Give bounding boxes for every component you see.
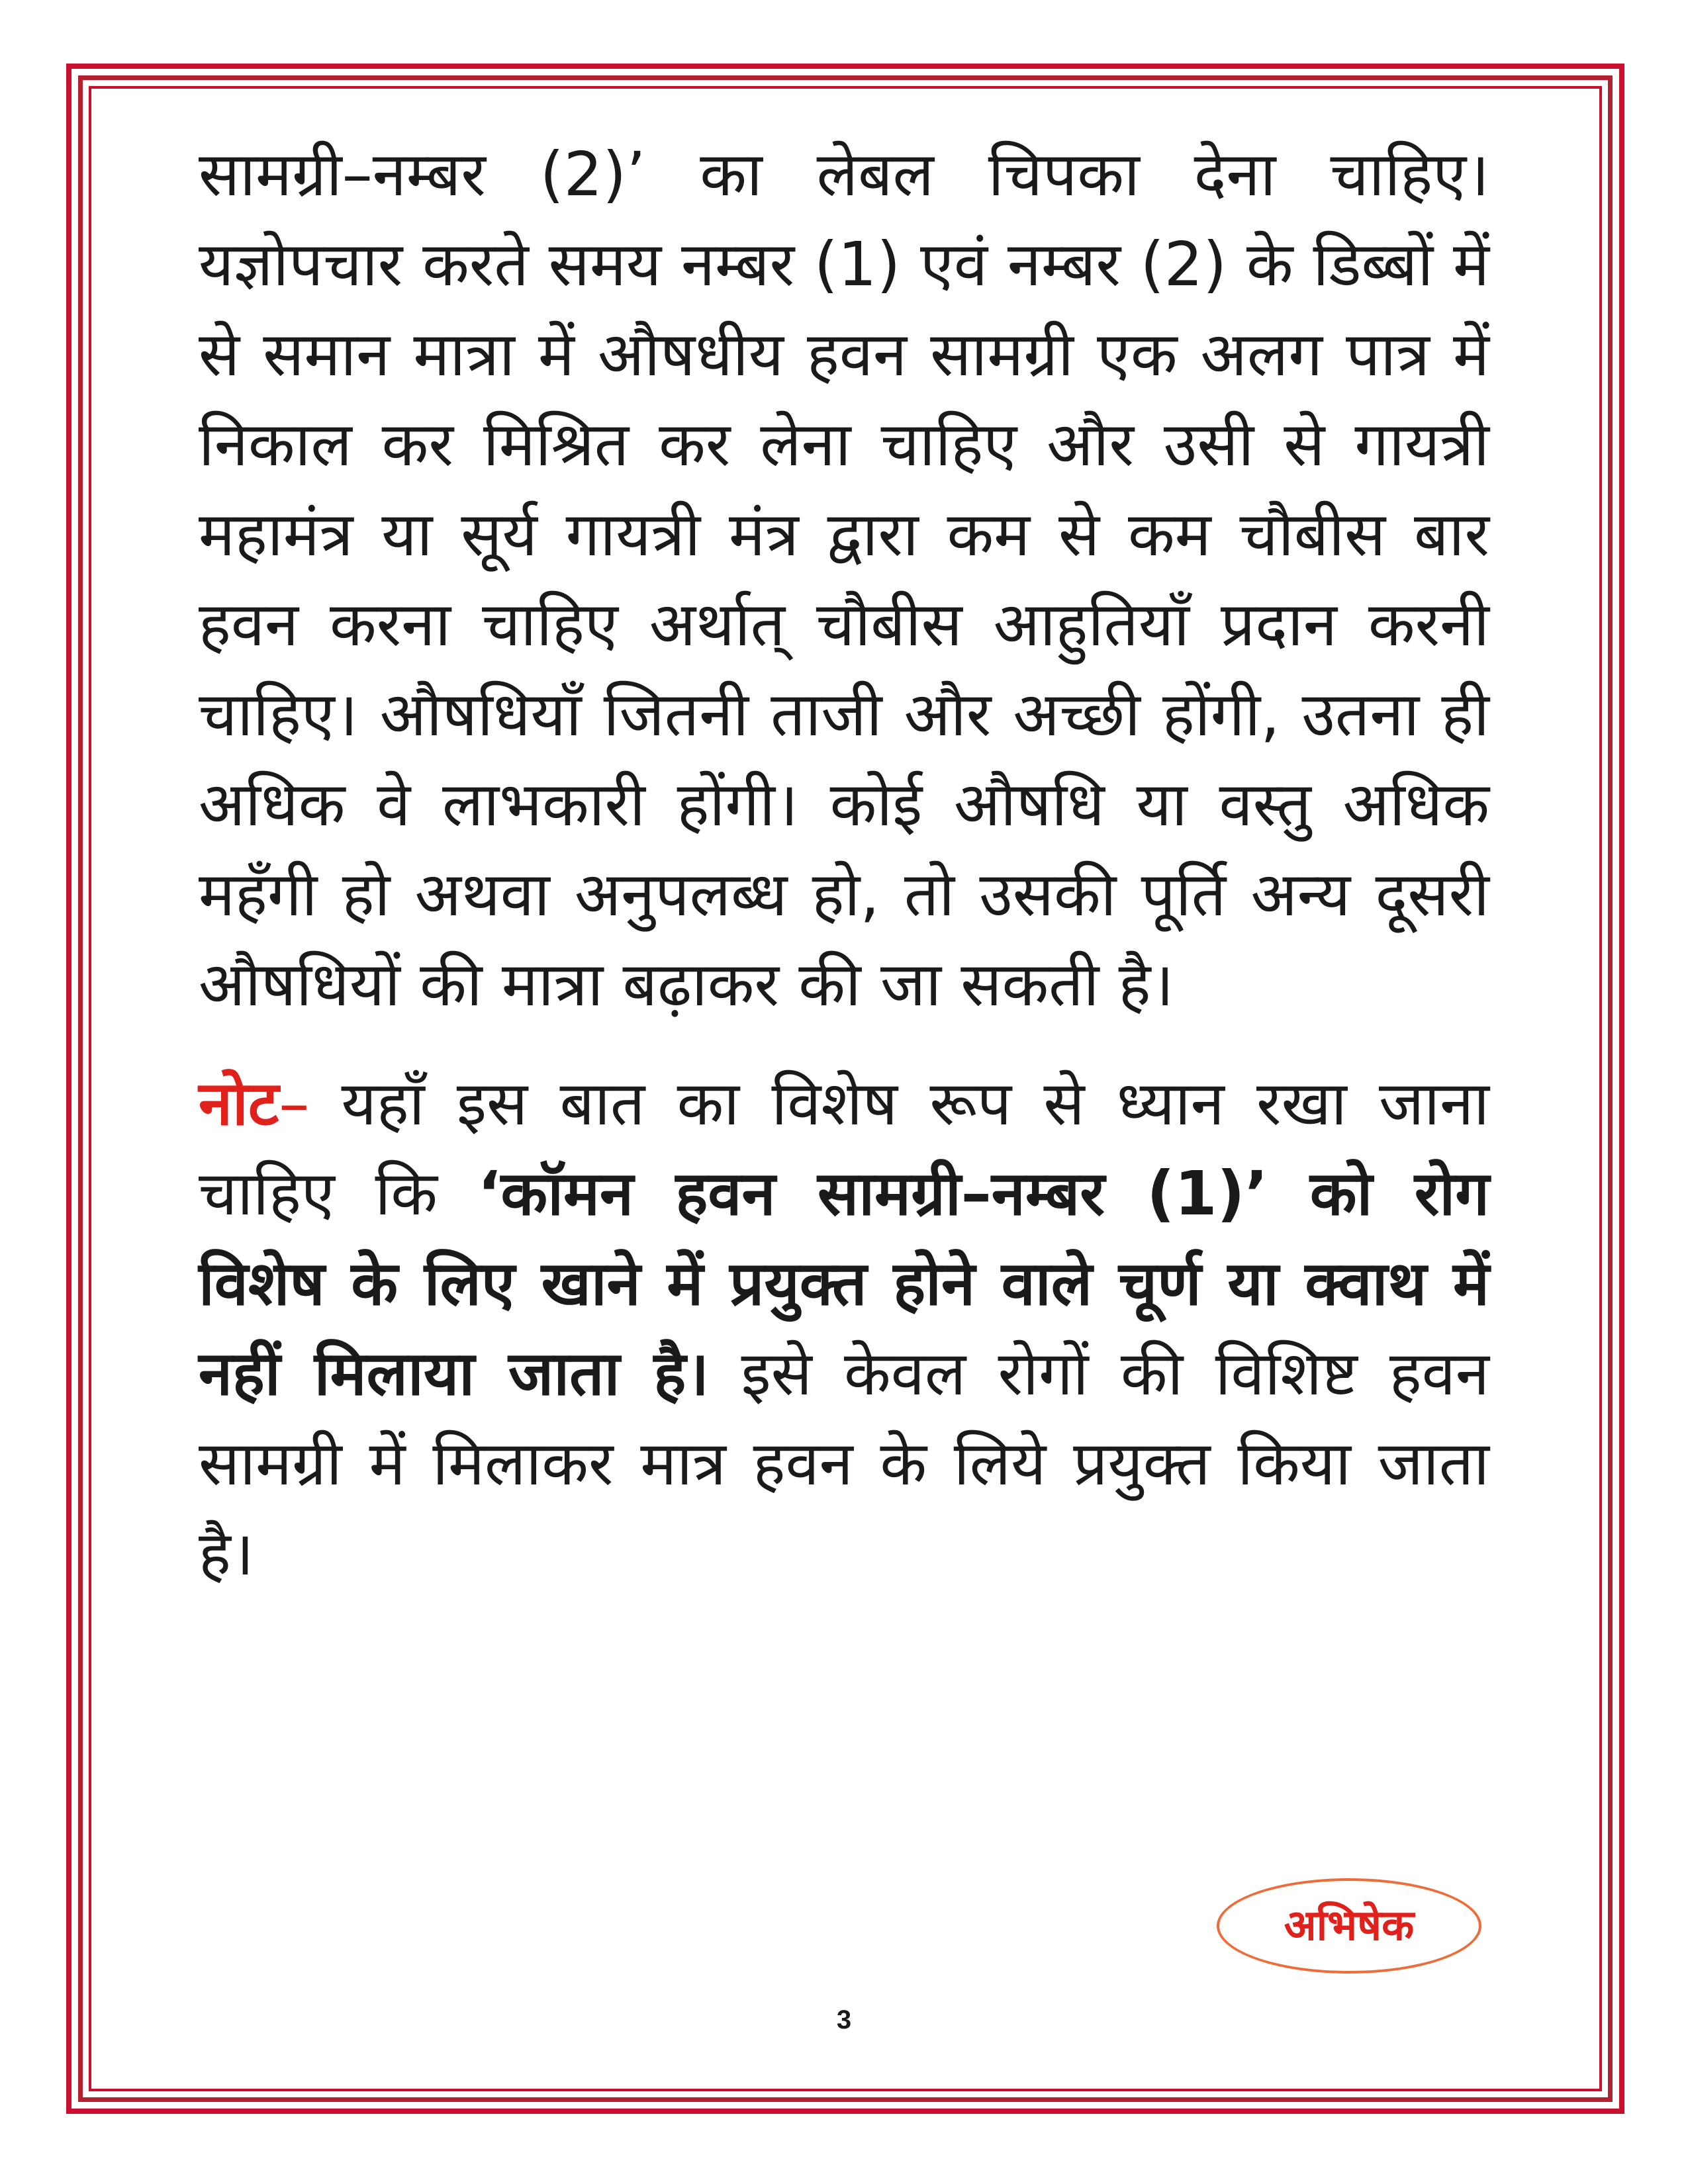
note-end-text: इसे केवल रोगों की विशिष्ट हवन सामग्री में मिलाकर मात्र हवन के लिये प्रयुक्त किया जाता है।	[199, 1338, 1489, 1589]
note-dash: –	[279, 1068, 310, 1139]
page-body	[199, 130, 1489, 1599]
author-stamp	[1217, 1878, 1481, 1974]
paragraph-main: सामग्री–नम्बर (2)’ का लेबल चिपका देना चाहिए। यज्ञोपचार करते समय नम्बर (1) एवं नम्बर (2) के डिब्बों में से समान मात्रा में औषधीय हवन सामग्री एक अलग पात्र में निकाल कर मिश्रित कर लेना चाहिए और उसी से गायत्री महामंत्र या सूर्य गायत्री मंत्र द्वारा कम से कम चौबीस बार हवन करना चाहिए अर्थात् चौबीस आहुतियाँ प्रदान करनी चाहिए। औषधियाँ जितनी ताजी और अच्छी होंगी, उतना ही अधिक वे लाभकारी होंगी। कोई औषधि या वस्तु अधिक महँगी हो अथवा अनुपलब्ध हो, तो उसकी पूर्ति अन्य दूसरी औषधियों की मात्रा बढ़ाकर की जा सकती है।	[199, 139, 1489, 1020]
author-stamp-text: अभिषेक	[1284, 1901, 1415, 1950]
page-number: 3	[836, 2005, 852, 2034]
paragraph-note	[199, 1059, 1489, 1599]
note-intro-text: यहाँ इस बात का विशेष रूप से ध्यान रखा जाना चाहिए कि	[199, 1068, 1489, 1229]
note-label: नोट	[199, 1068, 279, 1139]
note-bold-text: ‘कॉमन हवन सामग्री–नम्बर (1)’ को रोग विशेष के लिए खाने में प्रयुक्त होने वाले चूर्ण या क्वाथ में नहीं मिलाया जाता है।	[199, 1158, 1489, 1409]
